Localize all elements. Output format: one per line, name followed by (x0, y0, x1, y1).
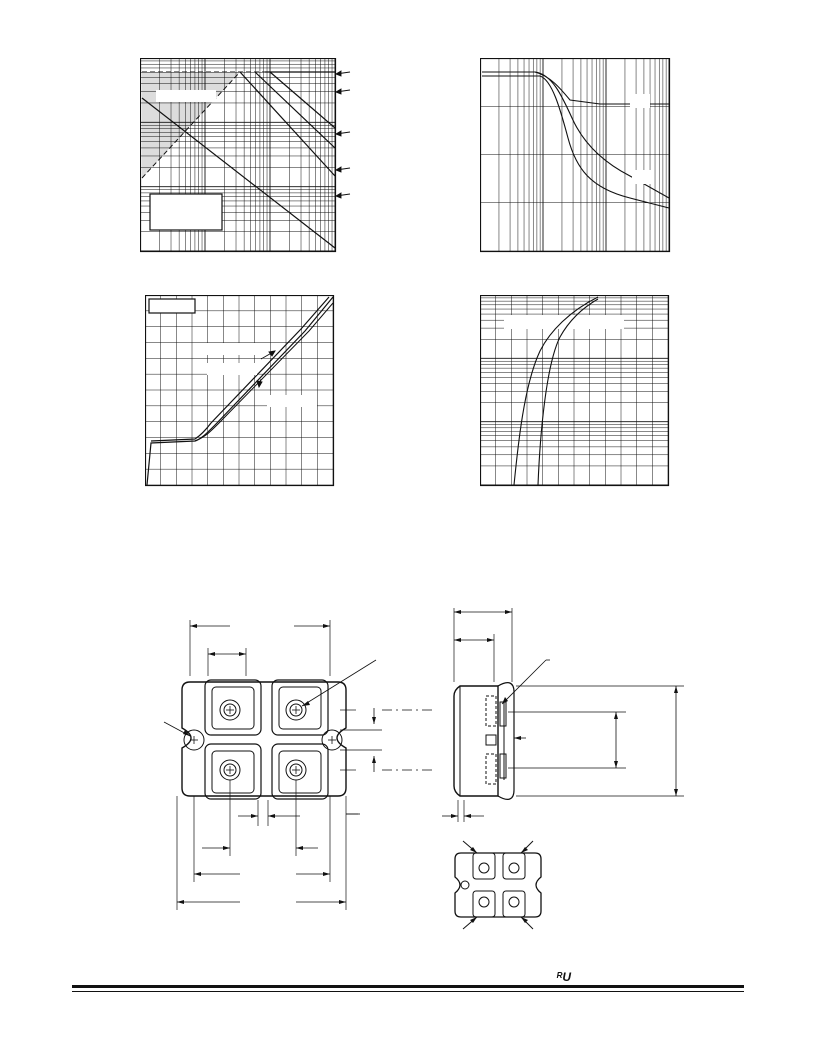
footer-rule-thick (72, 985, 744, 988)
label-mask-2 (207, 363, 257, 375)
leader-terminal (302, 660, 376, 706)
label-mask-1 (207, 343, 257, 355)
terminal-dashed-lower (486, 754, 496, 784)
label-mask-3 (267, 395, 317, 407)
right-arrows (336, 71, 350, 198)
footer-rule-thin (72, 991, 744, 992)
ul-logo-text: ᴿU (556, 970, 572, 984)
package-top-view (150, 610, 450, 920)
label-mask-2 (632, 170, 652, 184)
label-mask (630, 94, 650, 108)
chart-bottom-left (145, 295, 337, 487)
side-body (454, 686, 498, 796)
label-mask-1 (156, 90, 216, 102)
terminal-dashed-upper (486, 696, 496, 726)
legend-box (149, 299, 195, 313)
chart-top-left (140, 58, 355, 256)
chart-top-right (480, 58, 672, 254)
leader-side (502, 660, 546, 704)
package-side-view (440, 600, 700, 830)
terminal-layout (445, 835, 555, 935)
chart-bottom-right (480, 295, 672, 487)
ul-recognized-mark (556, 968, 580, 984)
label-mask (504, 315, 624, 329)
legend-box (150, 194, 222, 230)
curve-4 (270, 72, 335, 128)
